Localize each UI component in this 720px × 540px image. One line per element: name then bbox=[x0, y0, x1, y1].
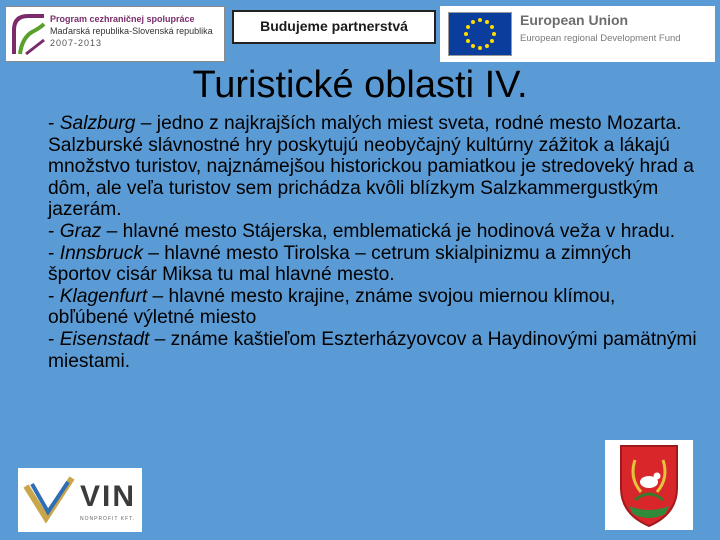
slide-title: Turistické oblasti IV. bbox=[192, 64, 528, 106]
vin-subtitle: NONPROFIT KFT. bbox=[80, 516, 136, 522]
program-mark-icon bbox=[10, 10, 48, 58]
eu-logo bbox=[440, 6, 715, 62]
partnership-text: Budujeme partnerstvá bbox=[260, 18, 408, 34]
vin-mark-icon bbox=[18, 468, 78, 532]
paragraph-text: – jedno z najkrajších malých miest sveta, rodné mesto Mozarta. Salzburské slávnostné hry poskytujú neobyčajný kultúrny zážitok a lákajú množstvo turistov, najznámejšou historickou pamiatkou je stredoveký hrad a dôm, ale veľa turistov sem prichádza kvôli blízkym Salzkammergustkým jazerám. bbox=[48, 113, 694, 221]
eu-flag-icon bbox=[448, 12, 512, 56]
paragraph-lead: - bbox=[48, 242, 60, 264]
paragraph-graz bbox=[48, 221, 698, 243]
program-line2: Maďarská republika-Slovenská republika bbox=[50, 26, 213, 36]
paragraph-lead: - bbox=[48, 113, 60, 134]
paragraph-innsbruck bbox=[48, 243, 698, 286]
paragraph-text: – hlavné mesto Stájerska, emblematická je hodinová veža v hradu. bbox=[101, 220, 676, 242]
coat-of-arms-icon bbox=[605, 440, 693, 530]
paragraph-lead: - bbox=[48, 220, 60, 242]
program-line1: Program cezhraničnej spolupráce bbox=[50, 14, 195, 24]
paragraph-salzburg bbox=[48, 113, 698, 221]
program-years: 2007-2013 bbox=[50, 38, 103, 48]
partnership-logo bbox=[232, 10, 436, 44]
place-name: Eisenstadt bbox=[59, 328, 150, 350]
coat-of-arms-logo bbox=[605, 440, 693, 530]
place-name: Innsbruck bbox=[59, 242, 143, 264]
eu-title: European Union bbox=[520, 12, 629, 28]
paragraph-text: – známe kaštieľom Eszterházyovcov a Haydinovými pamätnými miestami. bbox=[48, 328, 697, 372]
place-name: Klagenfurt bbox=[59, 285, 148, 307]
eu-subtitle: European regional Development Fund bbox=[520, 33, 681, 44]
paragraph-text: – hlavné mesto krajine, známe svojou miernou klímou, obľúbené výletné miesto bbox=[48, 285, 616, 329]
paragraph-eisenstadt bbox=[48, 329, 698, 372]
slide-body bbox=[48, 113, 698, 372]
program-text bbox=[50, 13, 213, 49]
paragraph-klagenfurt bbox=[48, 286, 698, 329]
paragraph-lead: - bbox=[48, 328, 60, 350]
place-name: Graz bbox=[59, 220, 102, 242]
program-logo bbox=[5, 6, 225, 62]
vin-logo bbox=[18, 468, 142, 532]
paragraph-lead: - bbox=[48, 285, 60, 307]
paragraph-text: – hlavné mesto Tirolska – cetrum skialpinizmu a zimných športov cisár Miksa tu mal hlavné mesto. bbox=[48, 242, 632, 286]
place-name: Salzburg bbox=[59, 113, 136, 134]
vin-word: VIN bbox=[80, 480, 137, 513]
